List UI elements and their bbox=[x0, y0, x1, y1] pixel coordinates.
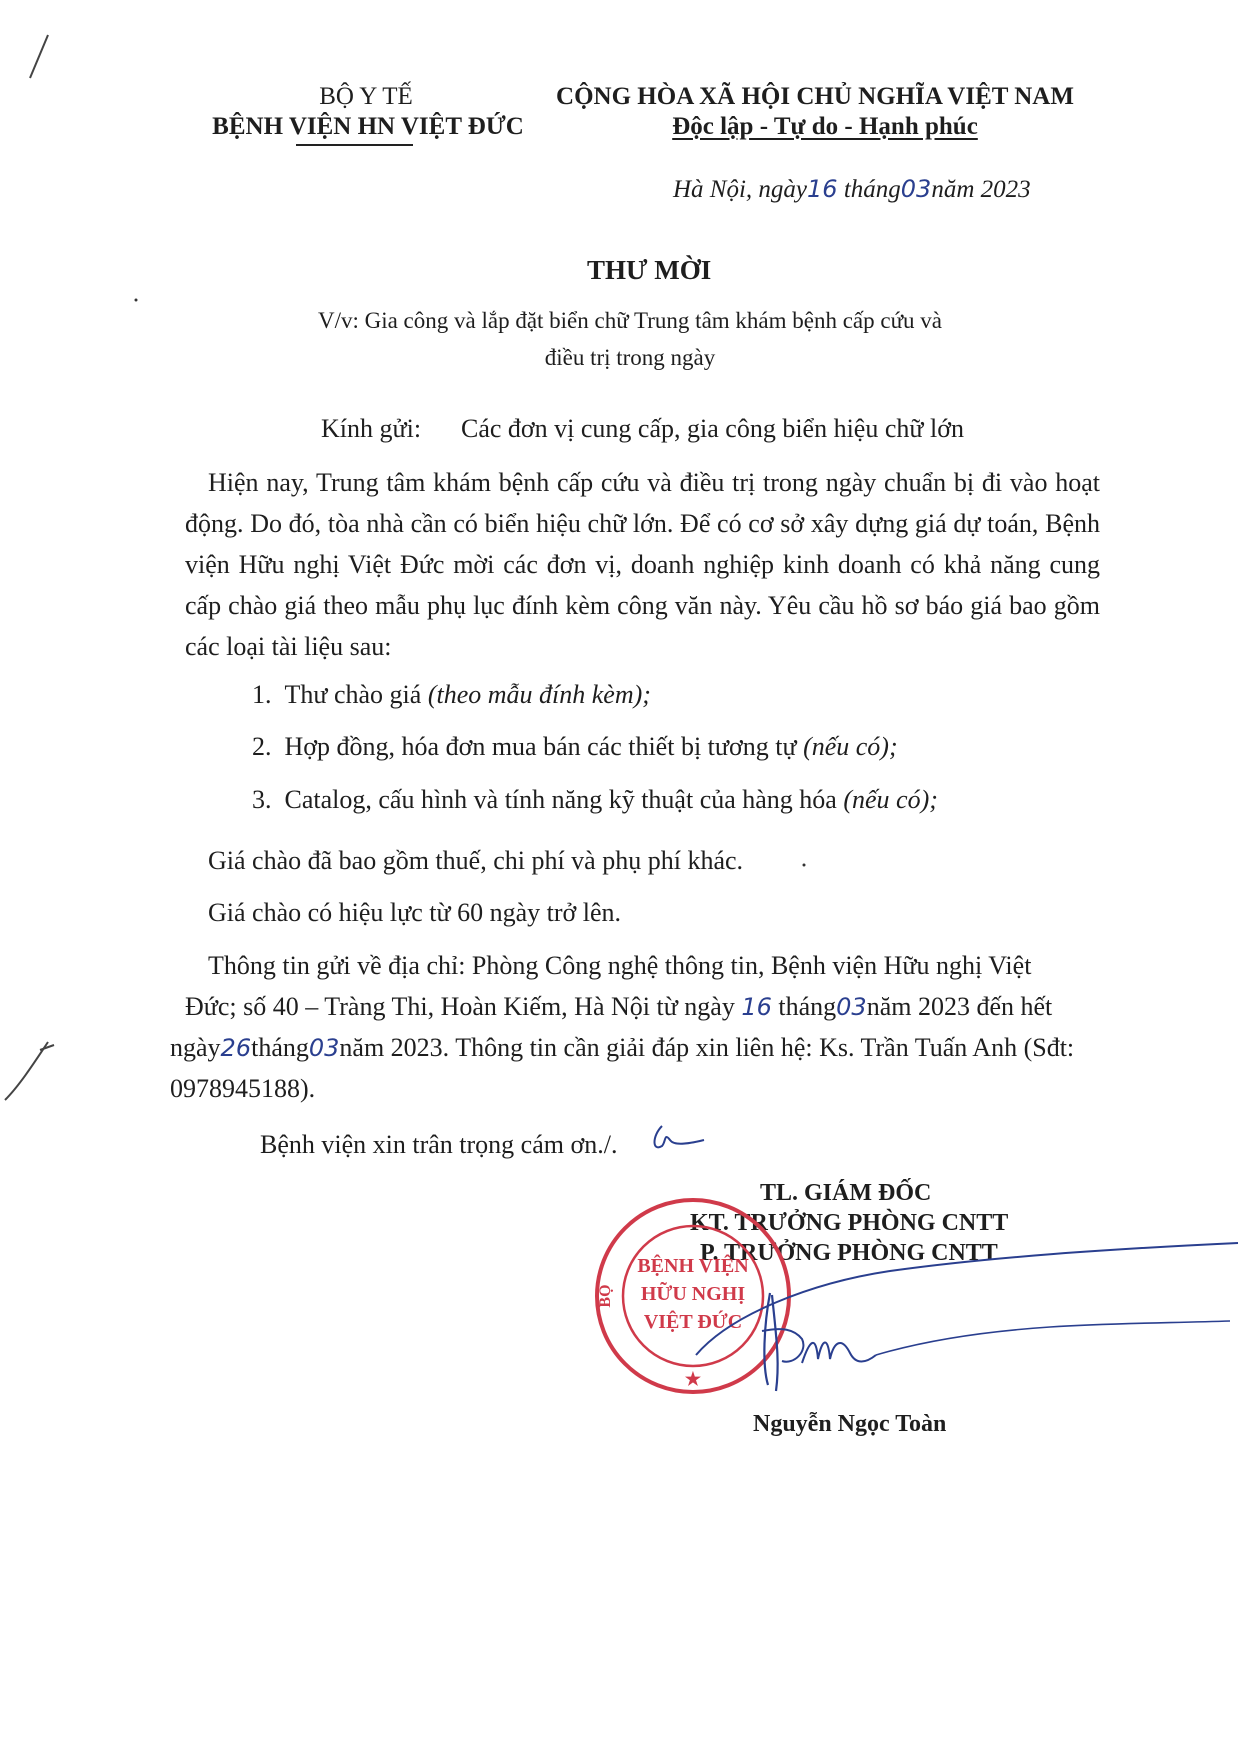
list-item bbox=[252, 732, 898, 762]
contact-line-1: Thông tin gửi về địa chỉ: Phòng Công nghệ thông tin, Bệnh viện Hữu nghị Việt bbox=[208, 951, 1032, 980]
contact-text: năm 2023 đến hết bbox=[866, 992, 1053, 1021]
recipient-value: Các đơn vị cung cấp, gia công biển hiệu chữ lớn bbox=[461, 414, 964, 443]
stamp-line-3: VIỆT ĐỨC bbox=[643, 1311, 743, 1333]
stamp-side-text: BỘ bbox=[597, 1284, 614, 1308]
tax-line: Giá chào đã bao gồm thuế, chi phí và phụ phí khác. bbox=[208, 846, 744, 875]
contact-text: Đức; số 40 – Tràng Thi, Hoàn Kiếm, Hà Nội từ ngày bbox=[185, 992, 735, 1021]
contact-line-3 bbox=[170, 1027, 1074, 1069]
national-title: CỘNG HÒA XÃ HỘI CHỦ NGHĨA VIỆT NAM bbox=[556, 83, 1074, 110]
contact-line-4: 0978945188). bbox=[170, 1074, 316, 1103]
list-item-text: Catalog, cấu hình và tính năng kỹ thuật của hàng hóa bbox=[284, 785, 844, 814]
national-motto-text: Độc lập - Tự do - Hạnh phúc bbox=[672, 113, 978, 140]
stamp-star-icon: ★ bbox=[684, 1369, 702, 1389]
ministry-name: BỘ Y TẾ bbox=[319, 83, 413, 110]
contact-end-day-handwritten: 26 bbox=[220, 1034, 252, 1062]
subject-line-1: V/v: Gia công và lắp đặt biển chữ Trung tâm khám bệnh cấp cứu và bbox=[317, 308, 943, 333]
list-item-number: 3. bbox=[252, 785, 272, 814]
header-left-underline bbox=[296, 144, 413, 146]
date-line bbox=[673, 175, 1031, 204]
handwritten-signature bbox=[690, 1235, 1242, 1405]
validity-line: Giá chào có hiệu lực từ 60 ngày trở lên. bbox=[208, 898, 622, 927]
list-item bbox=[252, 785, 938, 815]
contact-line-2 bbox=[185, 986, 1052, 1028]
contact-text: tháng bbox=[251, 1033, 309, 1062]
intro-paragraph: Hiện nay, Trung tâm khám bệnh cấp cứu và điều trị trong ngày chuẩn bị đi vào hoạt động. Do đó, tòa nhà cần có biển hiệu chữ lớn. Để có cơ sở xây dựng giá dự toán, Bệnh viện Hữu nghị Việt Đức mời các đơn vị, doanh nghiệp kinh doanh có khả năng cung cấp chào giá theo mẫu phụ lục đính kèm công văn này. Yêu cầu hồ sơ báo giá bao gồm các loại tài liệu sau: bbox=[185, 468, 1100, 661]
contact-start-day-handwritten: 16 bbox=[741, 993, 772, 1021]
subject-line-2: điều trị trong ngày bbox=[544, 345, 716, 370]
list-item-note: (theo mẫu đính kèm); bbox=[427, 680, 651, 709]
list-item-number: 1. bbox=[252, 680, 272, 709]
signature-title-3: P. TRƯỞNG PHÒNG CNTT bbox=[700, 1240, 998, 1266]
document-title: THƯ MỜI bbox=[587, 255, 712, 285]
contact-end-month-handwritten: 03 bbox=[308, 1034, 340, 1062]
date-month-handwritten: 03 bbox=[900, 175, 932, 203]
list-item-note: (nếu có); bbox=[843, 785, 938, 814]
hospital-name-text: BỆNH VIỆN HN VIỆT ĐỨC bbox=[212, 113, 524, 140]
closing-line: Bệnh viện xin trân trọng cám ơn./. bbox=[260, 1130, 618, 1159]
contact-start-month-handwritten: 03 bbox=[836, 993, 867, 1021]
date-prefix: Hà Nội, ngày bbox=[673, 176, 808, 203]
date-year: năm 2023 bbox=[931, 176, 1031, 203]
signature-title-1: TL. GIÁM ĐỐC bbox=[760, 1180, 932, 1206]
hospital-name bbox=[198, 113, 538, 141]
stamp-line-1: BỆNH VIỆN bbox=[637, 1255, 749, 1277]
contact-text: tháng bbox=[778, 992, 837, 1021]
stamp-line-2: HỮU NGHỊ bbox=[640, 1283, 746, 1305]
contact-text: năm 2023. Thông tin cần giải đáp xin liên hệ: Ks. Trần Tuấn Anh (Sđt: bbox=[339, 1033, 1075, 1062]
list-item-note: (nếu có); bbox=[803, 732, 898, 761]
list-item bbox=[252, 680, 651, 710]
national-motto bbox=[650, 113, 1000, 141]
signature-title-2: KT. TRƯỞNG PHÒNG CNTT bbox=[690, 1210, 1009, 1236]
contact-text: ngày bbox=[170, 1033, 221, 1062]
signer-name: Nguyễn Ngọc Toàn bbox=[753, 1411, 947, 1437]
date-month-label: tháng bbox=[843, 176, 901, 203]
recipient-label: Kính gửi: bbox=[321, 414, 422, 443]
list-item-text: Hợp đồng, hóa đơn mua bán các thiết bị tương tự bbox=[284, 732, 804, 761]
list-item-text: Thư chào giá bbox=[284, 680, 428, 709]
initial-mark bbox=[648, 1122, 708, 1156]
list-item-number: 2. bbox=[252, 732, 272, 761]
date-day-handwritten: 16 bbox=[807, 175, 838, 203]
